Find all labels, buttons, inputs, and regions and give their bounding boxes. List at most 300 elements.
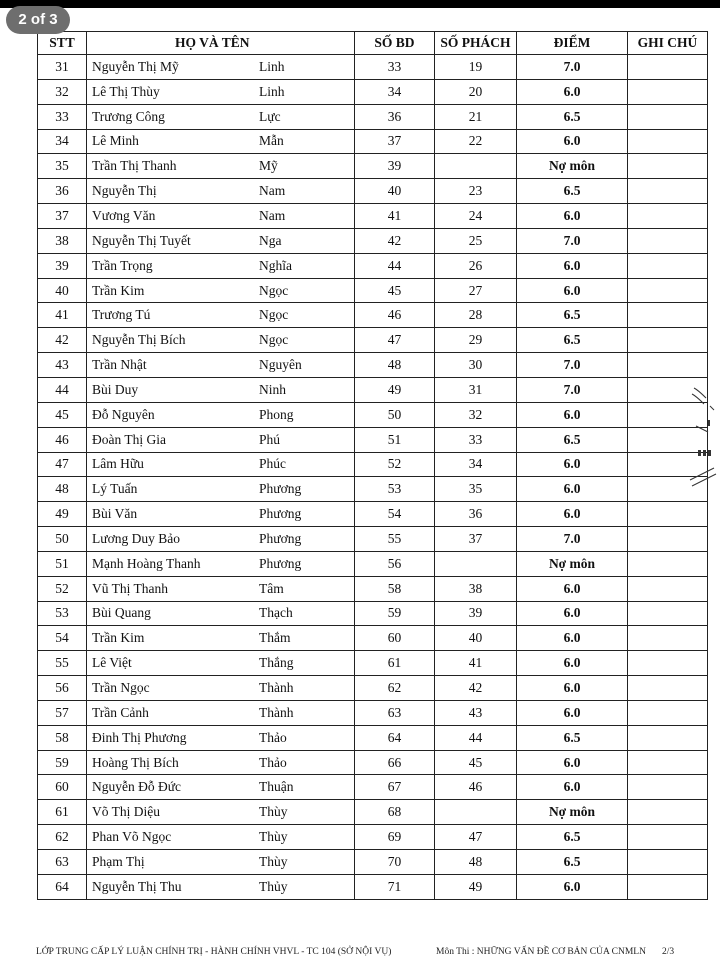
- row-given-name: Ngọc: [259, 307, 289, 323]
- row-family-name: Đinh Thị Phương: [92, 729, 187, 745]
- row-stt: 46: [38, 427, 87, 452]
- row-given-name: Thành: [259, 704, 294, 720]
- row-ghi-chu: [628, 253, 708, 278]
- row-ghi-chu: [628, 651, 708, 676]
- header-name: HỌ VÀ TÊN: [87, 32, 355, 55]
- row-family-name: Trần Kim: [92, 282, 145, 298]
- row-stt: 62: [38, 825, 87, 850]
- table-row: [38, 874, 708, 899]
- row-full-name: [87, 154, 355, 179]
- row-given-name: Phương: [259, 530, 302, 546]
- row-diem: 6.5: [517, 427, 628, 452]
- row-diem: 6.0: [517, 775, 628, 800]
- row-given-name: Lực: [259, 108, 281, 124]
- row-ghi-chu: [628, 725, 708, 750]
- row-sbd: 39: [355, 154, 435, 179]
- row-stt: 60: [38, 775, 87, 800]
- row-diem: 6.0: [517, 502, 628, 527]
- row-diem: 7.0: [517, 55, 628, 80]
- row-given-name: Ngọc: [259, 282, 289, 298]
- row-full-name: [87, 874, 355, 899]
- row-sbd: 52: [355, 452, 435, 477]
- row-ghi-chu: [628, 104, 708, 129]
- row-stt: 32: [38, 79, 87, 104]
- row-ghi-chu: [628, 750, 708, 775]
- row-family-name: Trương Tú: [92, 307, 151, 323]
- footer-page-number: 2/3: [662, 947, 675, 957]
- row-sbd: 70: [355, 850, 435, 875]
- row-diem: 6.0: [517, 651, 628, 676]
- row-sbd: 61: [355, 651, 435, 676]
- row-sbd: 36: [355, 104, 435, 129]
- row-sbd: 42: [355, 228, 435, 253]
- row-stt: 56: [38, 676, 87, 701]
- row-given-name: Phương: [259, 555, 302, 571]
- table-row: [38, 651, 708, 676]
- row-given-name: Mẫn: [259, 133, 284, 149]
- row-sbd: 49: [355, 377, 435, 402]
- row-family-name: Trương Công: [92, 108, 165, 124]
- row-stt: 59: [38, 750, 87, 775]
- table-row: [38, 850, 708, 875]
- row-given-name: Linh: [259, 58, 285, 74]
- table-row: [38, 576, 708, 601]
- row-ghi-chu: [628, 179, 708, 204]
- row-full-name: [87, 626, 355, 651]
- row-given-name: Phú: [259, 431, 281, 447]
- row-full-name: [87, 551, 355, 576]
- row-stt: 48: [38, 477, 87, 502]
- row-so-phach: 31: [435, 377, 517, 402]
- row-family-name: Bùi Văn: [92, 506, 138, 522]
- table-row: [38, 129, 708, 154]
- row-ghi-chu: [628, 825, 708, 850]
- row-stt: 51: [38, 551, 87, 576]
- row-sbd: 69: [355, 825, 435, 850]
- table-row: [38, 676, 708, 701]
- row-stt: 40: [38, 278, 87, 303]
- row-diem: Nợ môn: [517, 551, 628, 576]
- table-row: [38, 204, 708, 229]
- row-diem: 6.0: [517, 676, 628, 701]
- row-sbd: 37: [355, 129, 435, 154]
- footer-class-name: LỚP TRUNG CẤP LÝ LUẬN CHÍNH TRỊ - HÀNH CHÍNH VHVL - TC 104 (SỞ NỘI VỤ): [36, 947, 392, 957]
- header-stt: STT: [38, 32, 87, 55]
- row-stt: 42: [38, 328, 87, 353]
- row-stt: 63: [38, 850, 87, 875]
- row-given-name: Thảo: [259, 729, 287, 745]
- table-row: [38, 303, 708, 328]
- row-given-name: Mỹ: [259, 158, 278, 174]
- row-given-name: Phúc: [259, 456, 286, 472]
- table-row: [38, 179, 708, 204]
- row-full-name: [87, 601, 355, 626]
- row-given-name: Thuận: [259, 779, 294, 795]
- row-so-phach: [435, 551, 517, 576]
- row-so-phach: 34: [435, 452, 517, 477]
- row-full-name: [87, 502, 355, 527]
- row-sbd: 64: [355, 725, 435, 750]
- row-diem: 6.0: [517, 129, 628, 154]
- row-given-name: Thùy: [259, 829, 288, 845]
- row-family-name: Đoàn Thị Gia: [92, 431, 166, 447]
- table-row: [38, 527, 708, 552]
- row-full-name: [87, 353, 355, 378]
- row-so-phach: [435, 154, 517, 179]
- row-diem: 6.5: [517, 328, 628, 353]
- table-row: [38, 477, 708, 502]
- row-family-name: Lâm Hữu: [92, 456, 144, 472]
- row-diem: 6.0: [517, 253, 628, 278]
- row-ghi-chu: [628, 328, 708, 353]
- row-full-name: [87, 800, 355, 825]
- row-ghi-chu: [628, 527, 708, 552]
- table-row: [38, 700, 708, 725]
- row-full-name: [87, 179, 355, 204]
- row-stt: 44: [38, 377, 87, 402]
- row-so-phach: 35: [435, 477, 517, 502]
- row-given-name: Tâm: [259, 580, 284, 596]
- row-so-phach: 48: [435, 850, 517, 875]
- row-sbd: 58: [355, 576, 435, 601]
- row-family-name: Lương Duy Bảo: [92, 530, 180, 546]
- page-footer: [0, 944, 720, 960]
- table-row: [38, 154, 708, 179]
- row-stt: 41: [38, 303, 87, 328]
- row-given-name: Thùy: [259, 853, 288, 869]
- table-row: [38, 601, 708, 626]
- table-row: [38, 750, 708, 775]
- row-sbd: 56: [355, 551, 435, 576]
- row-sbd: 60: [355, 626, 435, 651]
- row-so-phach: 46: [435, 775, 517, 800]
- row-family-name: Đỗ Nguyên: [92, 406, 155, 422]
- row-so-phach: 38: [435, 576, 517, 601]
- row-diem: 6.5: [517, 850, 628, 875]
- table-header-row: [38, 32, 708, 55]
- row-full-name: [87, 377, 355, 402]
- row-given-name: Nghĩa: [259, 257, 292, 273]
- table-body: [38, 55, 708, 900]
- row-given-name: Nga: [259, 232, 282, 248]
- row-diem: 7.0: [517, 353, 628, 378]
- row-family-name: Trần Kim: [92, 630, 145, 646]
- table-row: [38, 825, 708, 850]
- row-given-name: Phong: [259, 406, 294, 422]
- row-stt: 58: [38, 725, 87, 750]
- row-ghi-chu: [628, 800, 708, 825]
- row-so-phach: 41: [435, 651, 517, 676]
- row-full-name: [87, 452, 355, 477]
- row-diem: 6.5: [517, 104, 628, 129]
- row-diem: 6.0: [517, 874, 628, 899]
- table-row: [38, 104, 708, 129]
- row-ghi-chu: [628, 353, 708, 378]
- header-ghi-chu: GHI CHÚ: [628, 32, 708, 55]
- row-given-name: Thủy: [259, 878, 288, 894]
- row-so-phach: 29: [435, 328, 517, 353]
- row-sbd: 66: [355, 750, 435, 775]
- row-sbd: 68: [355, 800, 435, 825]
- table-row: [38, 725, 708, 750]
- table-row: [38, 502, 708, 527]
- row-stt: 50: [38, 527, 87, 552]
- row-full-name: [87, 303, 355, 328]
- row-diem: 6.0: [517, 477, 628, 502]
- row-ghi-chu: [628, 228, 708, 253]
- row-family-name: Vũ Thị Thanh: [92, 580, 168, 596]
- table-row: [38, 551, 708, 576]
- row-family-name: Nguyễn Thị Tuyết: [92, 232, 191, 248]
- row-ghi-chu: [628, 303, 708, 328]
- row-sbd: 44: [355, 253, 435, 278]
- row-so-phach: 32: [435, 402, 517, 427]
- row-family-name: Trần Ngọc: [92, 680, 150, 696]
- row-given-name: Phương: [259, 506, 302, 522]
- table-row: [38, 775, 708, 800]
- row-full-name: [87, 328, 355, 353]
- row-full-name: [87, 129, 355, 154]
- row-sbd: 50: [355, 402, 435, 427]
- row-stt: 36: [38, 179, 87, 204]
- row-ghi-chu: [628, 874, 708, 899]
- header-sbd: SỐ BD: [355, 32, 435, 55]
- row-stt: 43: [38, 353, 87, 378]
- row-diem: 6.0: [517, 402, 628, 427]
- table-row: [38, 452, 708, 477]
- row-diem: 6.0: [517, 626, 628, 651]
- table-row: [38, 626, 708, 651]
- row-so-phach: [435, 800, 517, 825]
- row-stt: 47: [38, 452, 87, 477]
- row-so-phach: 33: [435, 427, 517, 452]
- row-full-name: [87, 402, 355, 427]
- row-sbd: 67: [355, 775, 435, 800]
- row-given-name: Nam: [259, 207, 286, 223]
- row-sbd: 51: [355, 427, 435, 452]
- row-so-phach: 26: [435, 253, 517, 278]
- row-stt: 45: [38, 402, 87, 427]
- row-given-name: Thảo: [259, 754, 287, 770]
- row-family-name: Trần Trọng: [92, 257, 153, 273]
- table-row: [38, 278, 708, 303]
- row-diem: 6.0: [517, 601, 628, 626]
- row-full-name: [87, 228, 355, 253]
- stamp-fragment-image: [684, 380, 718, 498]
- row-full-name: [87, 79, 355, 104]
- row-given-name: Linh: [259, 83, 285, 99]
- row-stt: 39: [38, 253, 87, 278]
- row-family-name: Lê Minh: [92, 133, 139, 149]
- row-stt: 55: [38, 651, 87, 676]
- row-stt: 61: [38, 800, 87, 825]
- row-given-name: Thắng: [259, 655, 294, 671]
- row-given-name: Ngọc: [259, 332, 289, 348]
- row-ghi-chu: [628, 204, 708, 229]
- row-ghi-chu: [628, 129, 708, 154]
- row-sbd: 34: [355, 79, 435, 104]
- row-family-name: Nguyễn Thị Mỹ: [92, 58, 179, 74]
- row-diem: 6.0: [517, 452, 628, 477]
- row-given-name: Nguyên: [259, 357, 302, 373]
- row-sbd: 63: [355, 700, 435, 725]
- row-so-phach: 28: [435, 303, 517, 328]
- row-full-name: [87, 700, 355, 725]
- row-family-name: Bùi Duy: [92, 381, 139, 397]
- row-diem: Nợ môn: [517, 800, 628, 825]
- row-so-phach: 27: [435, 278, 517, 303]
- table-row: [38, 328, 708, 353]
- page-indicator-badge[interactable]: 2 of 3: [6, 6, 70, 34]
- row-diem: 6.5: [517, 303, 628, 328]
- row-diem: 7.0: [517, 377, 628, 402]
- row-diem: 6.5: [517, 825, 628, 850]
- row-sbd: 55: [355, 527, 435, 552]
- row-family-name: Lê Thị Thùy: [92, 83, 160, 99]
- row-full-name: [87, 527, 355, 552]
- row-stt: 57: [38, 700, 87, 725]
- row-family-name: Mạnh Hoàng Thanh: [92, 555, 201, 571]
- row-so-phach: 23: [435, 179, 517, 204]
- row-given-name: Thắm: [259, 630, 291, 646]
- row-full-name: [87, 825, 355, 850]
- table-row: [38, 253, 708, 278]
- row-so-phach: 43: [435, 700, 517, 725]
- row-sbd: 45: [355, 278, 435, 303]
- row-so-phach: 45: [435, 750, 517, 775]
- footer-subject: Môn Thi : NHỮNG VẤN ĐỀ CƠ BẢN CỦA CNMLN: [436, 947, 646, 957]
- row-ghi-chu: [628, 79, 708, 104]
- row-family-name: Phan Võ Ngọc: [92, 829, 172, 845]
- row-family-name: Vương Văn: [92, 207, 156, 223]
- row-sbd: 46: [355, 303, 435, 328]
- row-ghi-chu: [628, 551, 708, 576]
- row-diem: 7.0: [517, 527, 628, 552]
- row-so-phach: 21: [435, 104, 517, 129]
- row-sbd: 71: [355, 874, 435, 899]
- row-ghi-chu: [628, 676, 708, 701]
- row-full-name: [87, 104, 355, 129]
- table-row: [38, 55, 708, 80]
- row-full-name: [87, 278, 355, 303]
- row-diem: 6.5: [517, 725, 628, 750]
- row-diem: 6.0: [517, 576, 628, 601]
- row-ghi-chu: [628, 502, 708, 527]
- table-row: [38, 79, 708, 104]
- row-stt: 64: [38, 874, 87, 899]
- row-given-name: Thạch: [259, 605, 293, 621]
- table-row: [38, 377, 708, 402]
- row-stt: 49: [38, 502, 87, 527]
- row-stt: 38: [38, 228, 87, 253]
- row-given-name: Nam: [259, 183, 286, 199]
- row-family-name: Lý Tuấn: [92, 481, 138, 497]
- row-full-name: [87, 750, 355, 775]
- row-ghi-chu: [628, 154, 708, 179]
- table-row: [38, 228, 708, 253]
- row-diem: 6.0: [517, 204, 628, 229]
- row-sbd: 59: [355, 601, 435, 626]
- row-ghi-chu: [628, 700, 708, 725]
- row-family-name: Phạm Thị: [92, 853, 145, 869]
- row-full-name: [87, 576, 355, 601]
- row-sbd: 41: [355, 204, 435, 229]
- row-full-name: [87, 204, 355, 229]
- row-diem: 6.0: [517, 79, 628, 104]
- row-ghi-chu: [628, 626, 708, 651]
- row-stt: 34: [38, 129, 87, 154]
- row-so-phach: 30: [435, 353, 517, 378]
- row-diem: 6.5: [517, 179, 628, 204]
- row-sbd: 48: [355, 353, 435, 378]
- table-row: [38, 427, 708, 452]
- row-sbd: 33: [355, 55, 435, 80]
- table-row: [38, 353, 708, 378]
- row-family-name: Bùi Quang: [92, 605, 151, 621]
- row-so-phach: 22: [435, 129, 517, 154]
- row-full-name: [87, 725, 355, 750]
- row-diem: 6.0: [517, 750, 628, 775]
- row-family-name: Hoàng Thị Bích: [92, 754, 179, 770]
- header-so-phach: SỐ PHÁCH: [435, 32, 517, 55]
- row-family-name: Trần Cảnh: [92, 704, 149, 720]
- row-given-name: Phương: [259, 481, 302, 497]
- table-row: [38, 402, 708, 427]
- row-stt: 53: [38, 601, 87, 626]
- row-so-phach: 47: [435, 825, 517, 850]
- row-given-name: Ninh: [259, 381, 286, 397]
- row-full-name: [87, 427, 355, 452]
- row-stt: 35: [38, 154, 87, 179]
- row-diem: 7.0: [517, 228, 628, 253]
- row-diem: 6.0: [517, 700, 628, 725]
- row-sbd: 54: [355, 502, 435, 527]
- row-full-name: [87, 477, 355, 502]
- row-full-name: [87, 676, 355, 701]
- row-sbd: 62: [355, 676, 435, 701]
- row-ghi-chu: [628, 601, 708, 626]
- row-full-name: [87, 651, 355, 676]
- row-so-phach: 40: [435, 626, 517, 651]
- row-stt: 33: [38, 104, 87, 129]
- score-table: [37, 31, 708, 900]
- row-diem: 6.0: [517, 278, 628, 303]
- row-diem: Nợ môn: [517, 154, 628, 179]
- row-family-name: Trần Thị Thanh: [92, 158, 177, 174]
- row-family-name: Lê Việt: [92, 655, 132, 671]
- row-given-name: Thùy: [259, 804, 288, 820]
- row-ghi-chu: [628, 55, 708, 80]
- row-full-name: [87, 253, 355, 278]
- table-row: [38, 800, 708, 825]
- viewer-top-bar: [0, 0, 720, 8]
- row-so-phach: 49: [435, 874, 517, 899]
- row-family-name: Võ Thị Diệu: [92, 804, 160, 820]
- row-family-name: Nguyễn Thị: [92, 183, 157, 199]
- row-ghi-chu: [628, 576, 708, 601]
- row-so-phach: 24: [435, 204, 517, 229]
- row-given-name: Thành: [259, 680, 294, 696]
- row-so-phach: 44: [435, 725, 517, 750]
- row-so-phach: 25: [435, 228, 517, 253]
- row-stt: 31: [38, 55, 87, 80]
- row-ghi-chu: [628, 278, 708, 303]
- row-stt: 54: [38, 626, 87, 651]
- row-sbd: 53: [355, 477, 435, 502]
- row-so-phach: 39: [435, 601, 517, 626]
- row-so-phach: 36: [435, 502, 517, 527]
- row-ghi-chu: [628, 775, 708, 800]
